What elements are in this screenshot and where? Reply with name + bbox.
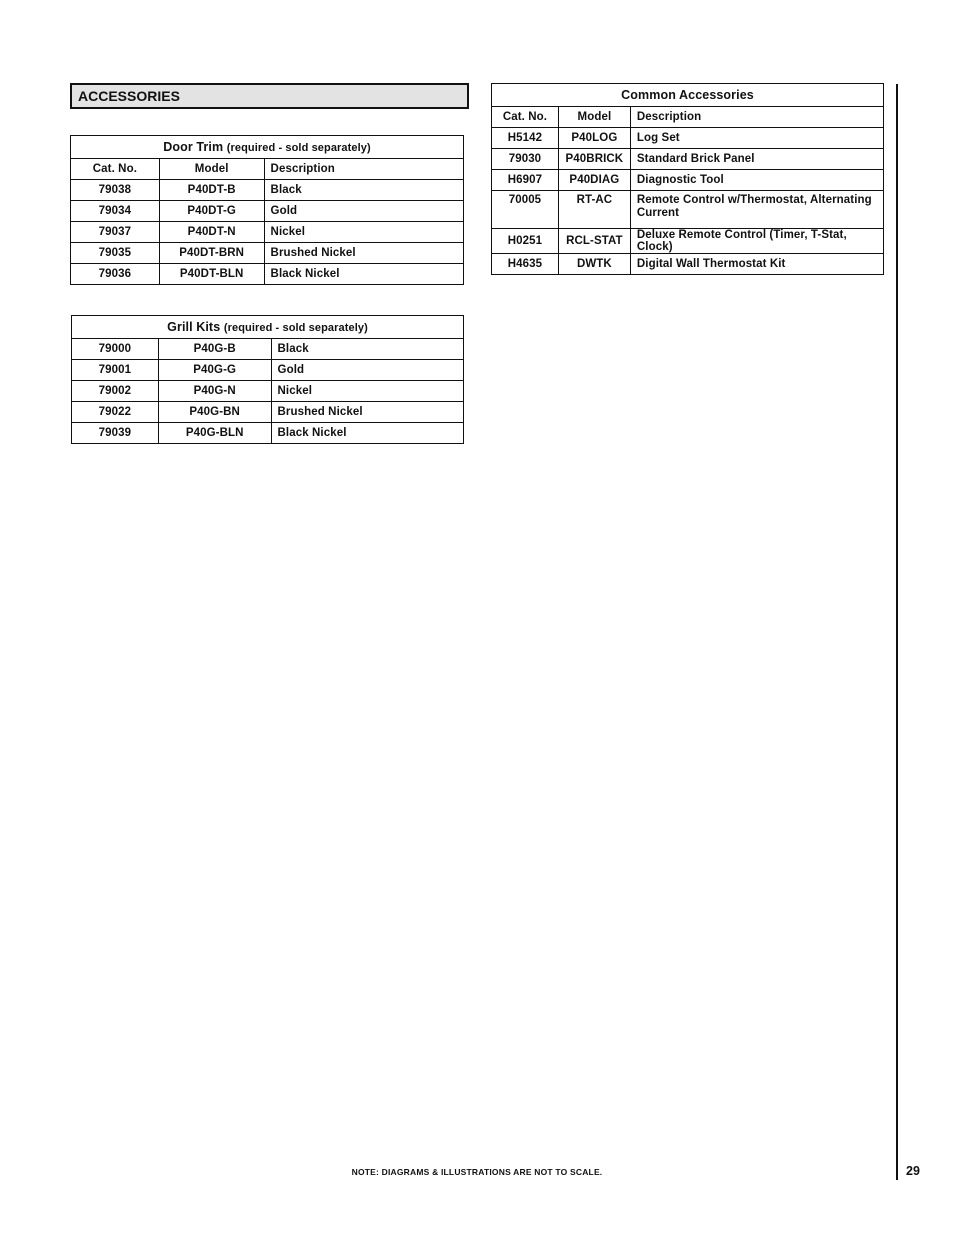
- model-cell: P40G-B: [158, 339, 271, 360]
- cat-no-cell: 79036: [71, 264, 160, 285]
- model-cell: P40DT-BLN: [159, 264, 264, 285]
- table-row: [71, 264, 464, 285]
- model-cell: P40DT-N: [159, 222, 264, 243]
- description-cell: Gold: [264, 201, 463, 222]
- grill-kits-subtitle: (required - sold separately): [223, 322, 368, 334]
- table-row: [492, 149, 884, 170]
- cat-no-cell: 79000: [72, 339, 159, 360]
- door-trim-subtitle: (required - sold separately): [226, 142, 371, 154]
- table-row: [72, 423, 464, 444]
- common-accessories-table: [491, 83, 884, 275]
- cat-no-cell: 79002: [72, 381, 159, 402]
- column-header-model: Model: [558, 107, 630, 128]
- door-trim-title: Door Trim: [163, 140, 224, 154]
- table-row: [492, 254, 884, 275]
- column-header-cat-no: Cat. No.: [71, 159, 160, 180]
- model-cell: P40DT-G: [159, 201, 264, 222]
- cat-no-cell: H6907: [492, 170, 559, 191]
- description-cell: Deluxe Remote Control (Timer, T-Stat, Clock): [630, 229, 883, 254]
- door-trim-table: [70, 135, 464, 285]
- table-row: [71, 222, 464, 243]
- model-cell: P40G-BLN: [158, 423, 271, 444]
- model-cell: DWTK: [558, 254, 630, 275]
- section-title: ACCESSORIES: [70, 83, 469, 109]
- cat-no-cell: 79039: [72, 423, 159, 444]
- table-row: [492, 170, 884, 191]
- description-cell: Log Set: [630, 128, 883, 149]
- table-row: [71, 201, 464, 222]
- description-cell: Nickel: [271, 381, 463, 402]
- model-cell: P40DT-B: [159, 180, 264, 201]
- description-cell: Brushed Nickel: [264, 243, 463, 264]
- table-row: [492, 229, 884, 254]
- cat-no-cell: 79037: [71, 222, 160, 243]
- model-cell: P40G-BN: [158, 402, 271, 423]
- model-cell: P40DIAG: [558, 170, 630, 191]
- door-trim-caption: [71, 136, 464, 159]
- table-row: [492, 191, 884, 229]
- model-cell: P40LOG: [558, 128, 630, 149]
- table-row: [72, 360, 464, 381]
- description-cell: Digital Wall Thermostat Kit: [630, 254, 883, 275]
- description-cell: Nickel: [264, 222, 463, 243]
- table-row: [72, 339, 464, 360]
- cat-no-cell: 79038: [71, 180, 160, 201]
- table-row: [72, 402, 464, 423]
- page-number: 29: [906, 1164, 920, 1178]
- cat-no-cell: H0251: [492, 229, 559, 254]
- cat-no-cell: 79001: [72, 360, 159, 381]
- description-cell: Black Nickel: [264, 264, 463, 285]
- description-cell: Remote Control w/Thermostat, Alternating Current: [630, 191, 883, 229]
- table-row: [71, 243, 464, 264]
- table-row: [492, 128, 884, 149]
- footer-note: NOTE: DIAGRAMS & ILLUSTRATIONS ARE NOT TO SCALE.: [351, 1167, 603, 1177]
- model-cell: P40G-N: [158, 381, 271, 402]
- common-accessories-title: Common Accessories: [492, 84, 884, 107]
- description-cell: Standard Brick Panel: [630, 149, 883, 170]
- description-cell: Diagnostic Tool: [630, 170, 883, 191]
- page-margin-rule: [896, 84, 898, 1180]
- model-cell: RT-AC: [558, 191, 630, 229]
- description-cell: Black Nickel: [271, 423, 463, 444]
- column-header-cat-no: Cat. No.: [492, 107, 559, 128]
- column-header-description: Description: [264, 159, 463, 180]
- description-cell: Black: [271, 339, 463, 360]
- grill-kits-caption: [72, 316, 464, 339]
- description-cell: Black: [264, 180, 463, 201]
- model-cell: RCL-STAT: [558, 229, 630, 254]
- description-cell: Gold: [271, 360, 463, 381]
- cat-no-cell: 70005: [492, 191, 559, 229]
- table-row: [72, 381, 464, 402]
- cat-no-cell: H4635: [492, 254, 559, 275]
- column-header-description: Description: [630, 107, 883, 128]
- grill-kits-table: [71, 315, 464, 444]
- cat-no-cell: 79022: [72, 402, 159, 423]
- cat-no-cell: 79034: [71, 201, 160, 222]
- column-header-model: Model: [159, 159, 264, 180]
- table-row: [71, 180, 464, 201]
- cat-no-cell: 79030: [492, 149, 559, 170]
- cat-no-cell: H5142: [492, 128, 559, 149]
- model-cell: P40G-G: [158, 360, 271, 381]
- model-cell: P40BRICK: [558, 149, 630, 170]
- description-cell: Brushed Nickel: [271, 402, 463, 423]
- model-cell: P40DT-BRN: [159, 243, 264, 264]
- cat-no-cell: 79035: [71, 243, 160, 264]
- grill-kits-title: Grill Kits: [167, 320, 221, 334]
